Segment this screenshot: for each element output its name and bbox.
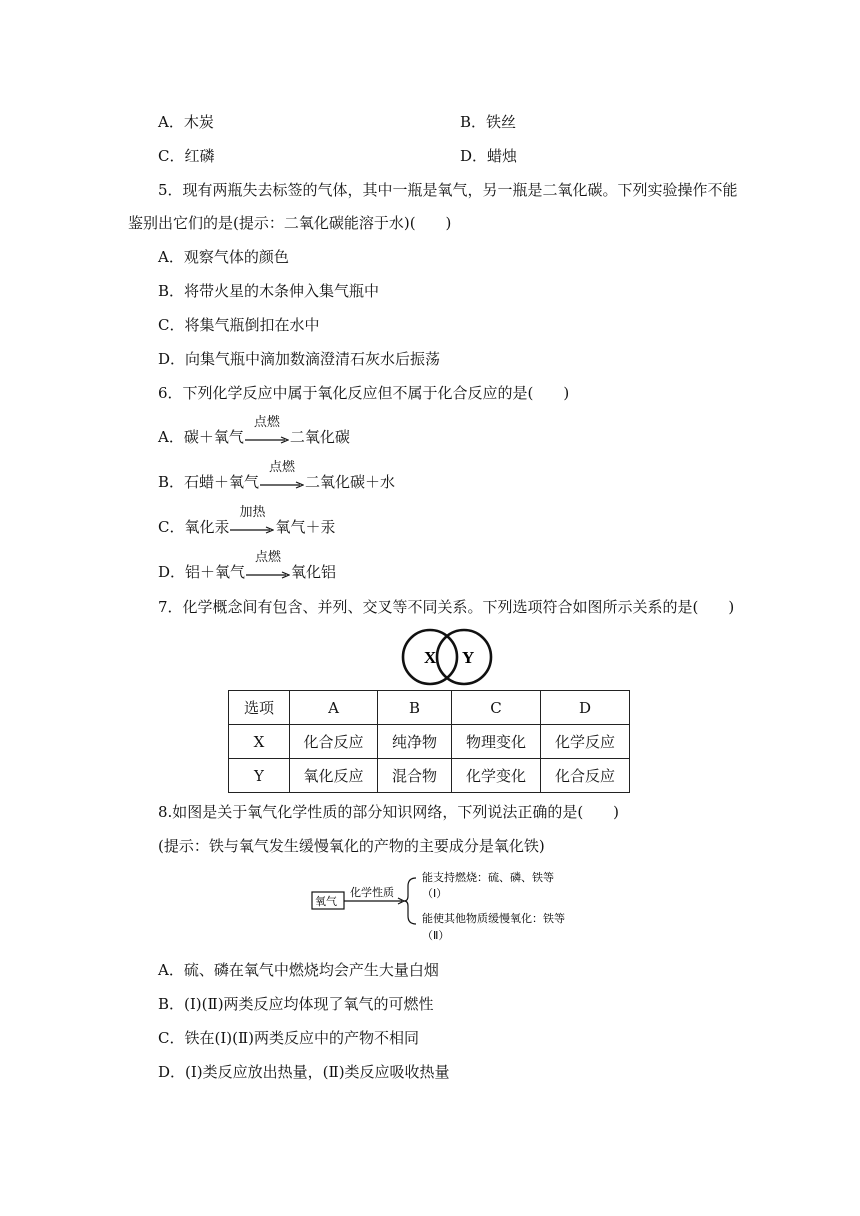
table-header-cell: 选项 xyxy=(229,691,290,725)
arrow-icon xyxy=(245,436,289,444)
q6-option-d xyxy=(158,550,337,582)
table-row xyxy=(229,759,630,793)
table-cell: 纯净物 xyxy=(378,725,452,759)
table-cell: 化合反应 xyxy=(290,725,378,759)
branch-1-tag: （Ⅰ） xyxy=(422,888,448,900)
venn-label-x: X xyxy=(424,648,437,667)
q4-option-b: B．铁丝 xyxy=(460,113,517,131)
table-cell: 化学反应 xyxy=(541,725,630,759)
reaction-condition: 点燃 xyxy=(255,550,282,565)
arrow-icon xyxy=(246,571,290,579)
products: 氧气＋汞 xyxy=(275,518,336,536)
q8-hint: (提示：铁与氧气发生缓慢氧化的产物的主要成分是氧化铁) xyxy=(158,837,545,855)
reaction-arrow xyxy=(230,505,274,537)
q7-stem: 7．化学概念间有包含、并列、交叉等不同关系。下列选项符合如图所示关系的是( ) xyxy=(158,598,735,616)
branch-2-label: 能使其他物质缓慢氧化：铁等 xyxy=(422,913,565,925)
venn-label-y: Y xyxy=(462,648,475,667)
q5-stem-line2: 鉴别出它们的是(提示：二氧化碳能溶于水)( ) xyxy=(128,214,452,232)
q8-option-d: D．(Ⅰ)类反应放出热量，(Ⅱ)类反应吸收热量 xyxy=(158,1063,450,1081)
q5-option-b: B．将带火星的木条伸入集气瓶中 xyxy=(158,282,380,300)
q5-option-c: C．将集气瓶倒扣在水中 xyxy=(158,316,320,334)
table-cell: 氧化反应 xyxy=(290,759,378,793)
reaction-arrow xyxy=(246,550,290,582)
reaction-condition: 点燃 xyxy=(269,460,296,475)
reaction-condition: 点燃 xyxy=(253,415,280,430)
table-header-cell: D xyxy=(541,691,630,725)
brace-icon xyxy=(404,878,416,924)
products: 二氧化碳 xyxy=(289,428,350,446)
venn-diagram xyxy=(400,626,496,688)
q4-option-a: A．木炭 xyxy=(158,113,214,131)
q7-options-table xyxy=(228,690,630,793)
knowledge-network-diagram xyxy=(310,870,590,948)
reactants: D．铝＋氧气 xyxy=(158,563,246,581)
arrow-icon xyxy=(260,481,304,489)
q4-option-c: C．红磷 xyxy=(158,147,215,165)
q6-option-b xyxy=(158,460,396,492)
reaction-arrow xyxy=(245,415,289,447)
table-cell: Y xyxy=(229,759,290,793)
q8-stem: 8.如图是关于氧气化学性质的部分知识网络，下列说法正确的是( ) xyxy=(158,803,620,821)
table-header-cell: B xyxy=(378,691,452,725)
reactants: A．碳＋氧气 xyxy=(158,428,244,446)
table-header-row xyxy=(229,691,630,725)
q5-option-a: A．观察气体的颜色 xyxy=(158,248,289,266)
property-arrow-label: 化学性质 xyxy=(350,887,394,899)
q4-option-d: D．蜡烛 xyxy=(460,147,518,165)
arrow-icon xyxy=(230,526,274,534)
table-cell: 物理变化 xyxy=(452,725,541,759)
q6-stem: 6．下列化学反应中属于氧化反应但不属于化合反应的是( ) xyxy=(158,384,570,402)
reaction-arrow xyxy=(260,460,304,492)
products: 氧化铝 xyxy=(291,563,337,581)
table-cell: 混合物 xyxy=(378,759,452,793)
q6-option-a xyxy=(158,415,350,447)
reaction-condition: 加热 xyxy=(239,505,266,520)
table-cell: 化合反应 xyxy=(541,759,630,793)
table-cell: X xyxy=(229,725,290,759)
q6-option-c xyxy=(158,505,336,537)
products: 二氧化碳＋水 xyxy=(305,473,396,491)
q5-stem-line1: 5．现有两瓶失去标签的气体，其中一瓶是氧气，另一瓶是二氧化碳。下列实验操作不能 xyxy=(158,181,738,199)
q8-option-b: B．(Ⅰ)(Ⅱ)两类反应均体现了氧气的可燃性 xyxy=(158,995,434,1013)
q8-option-a: A．硫、磷在氧气中燃烧均会产生大量白烟 xyxy=(158,961,439,979)
branch-1-label: 能支持燃烧：硫、磷、铁等 xyxy=(422,872,554,884)
table-row xyxy=(229,725,630,759)
q8-option-c: C．铁在(Ⅰ)(Ⅱ)两类反应中的产物不相同 xyxy=(158,1029,420,1047)
table-header-cell: A xyxy=(290,691,378,725)
reactants: C．氧化汞 xyxy=(158,518,230,536)
oxygen-box-label: 氧气 xyxy=(315,896,337,908)
q5-option-d: D．向集气瓶中滴加数滴澄清石灰水后振荡 xyxy=(158,350,441,368)
table-cell: 化学变化 xyxy=(452,759,541,793)
reactants: B．石蜡＋氧气 xyxy=(158,473,260,491)
table-header-cell: C xyxy=(452,691,541,725)
branch-2-tag: （Ⅱ） xyxy=(422,930,450,942)
